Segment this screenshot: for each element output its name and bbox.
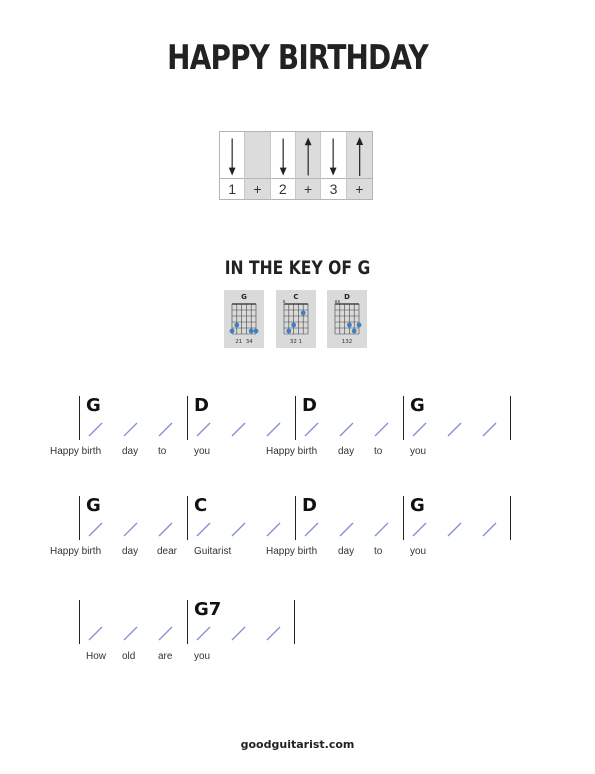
strum-slash-icon xyxy=(303,421,319,437)
chord-fingering: 21 34 xyxy=(235,339,253,345)
strum-slash-icon xyxy=(481,421,497,437)
chord-name: C xyxy=(194,495,208,516)
footer-site-name: goodguitarist.com xyxy=(240,738,355,751)
chord-diagram-name: G xyxy=(241,293,247,301)
chord-diagram-d xyxy=(327,290,367,348)
chord-diagram-name: D xyxy=(344,293,350,301)
strum-slash-icon xyxy=(157,521,173,537)
lyric: How xyxy=(86,651,107,662)
strum-pattern xyxy=(219,131,373,200)
strum-slash-icon xyxy=(411,521,427,537)
chord-fingering: 32 1 xyxy=(289,339,303,345)
measure xyxy=(187,600,295,644)
lyric: day xyxy=(122,446,139,457)
lyric: you xyxy=(194,446,211,457)
lyric: old xyxy=(122,651,136,662)
chord-diagram-g xyxy=(224,290,264,348)
strum-cell xyxy=(347,132,372,199)
muted-string-mark: xx xyxy=(334,299,341,305)
key-title: IN THE KEY OF G xyxy=(224,257,371,279)
strum-count: 3 xyxy=(321,178,345,199)
lyric: to xyxy=(374,446,383,457)
lyric: day xyxy=(122,546,139,557)
strum-slash-icon xyxy=(446,421,462,437)
strum-slash-icon xyxy=(157,625,173,641)
measure xyxy=(79,396,187,440)
down-arrow-icon xyxy=(271,132,295,179)
strum-cell xyxy=(245,132,270,199)
down-arrow-icon xyxy=(220,132,244,179)
measure xyxy=(187,396,295,440)
strum-count: 2 xyxy=(271,178,295,199)
lyric: Happy birth xyxy=(266,446,318,457)
chord-name: D xyxy=(302,395,317,416)
lyric: to xyxy=(374,546,383,557)
strum-slash-icon xyxy=(122,521,138,537)
measure xyxy=(79,600,187,644)
measure xyxy=(79,496,187,540)
strum-slash-icon xyxy=(230,625,246,641)
lyric: Happy birth xyxy=(50,546,102,557)
measure xyxy=(295,396,403,440)
strum-cell xyxy=(271,132,296,199)
lyric: dear xyxy=(157,546,178,557)
strum-slash-icon xyxy=(303,521,319,537)
chord-name: G xyxy=(86,495,101,516)
strum-slash-icon xyxy=(338,421,354,437)
strum-slash-icon xyxy=(265,521,281,537)
lyric: Guitarist xyxy=(194,546,232,557)
strum-slash-icon xyxy=(87,421,103,437)
strum-slash-icon xyxy=(87,521,103,537)
strum-slash-icon xyxy=(481,521,497,537)
strum-count: + xyxy=(347,178,372,199)
down-arrow-icon xyxy=(321,132,345,179)
measure xyxy=(295,496,403,540)
chord-name: D xyxy=(194,395,209,416)
strum-slash-icon xyxy=(195,625,211,641)
strum-slash-icon xyxy=(338,521,354,537)
strum-slash-icon xyxy=(373,421,389,437)
strum-slash-icon xyxy=(230,421,246,437)
strum-slash-icon xyxy=(446,521,462,537)
chord-name: D xyxy=(302,495,317,516)
strum-slash-icon xyxy=(87,625,103,641)
strum-count: + xyxy=(296,178,320,199)
strum-slash-icon xyxy=(265,421,281,437)
strum-slash-icon xyxy=(230,521,246,537)
lyric: day xyxy=(338,546,355,557)
chord-name: G xyxy=(410,495,425,516)
strum-slash-icon xyxy=(411,421,427,437)
strum-count: 1 xyxy=(220,178,244,199)
chord-name: G7 xyxy=(194,599,222,620)
lyric: to xyxy=(158,446,167,457)
up-arrow-icon xyxy=(296,132,320,179)
strum-slash-icon xyxy=(195,421,211,437)
chord-diagram-c xyxy=(276,290,316,348)
strum-slash-icon xyxy=(122,421,138,437)
strum-slash-icon xyxy=(195,521,211,537)
strum-cell xyxy=(296,132,321,199)
strum-slash-icon xyxy=(373,521,389,537)
chord-diagram-name: C xyxy=(293,293,299,301)
strum-cell xyxy=(321,132,346,199)
lyric: you xyxy=(194,651,211,662)
up-arrow-icon xyxy=(347,132,372,179)
lyric: you xyxy=(410,446,427,457)
measure xyxy=(403,496,511,540)
lyric: day xyxy=(338,446,355,457)
chord-fingering: 132 xyxy=(341,339,353,345)
lyric: Happy birth xyxy=(266,546,318,557)
strum-cell xyxy=(220,132,245,199)
strum-slash-icon xyxy=(157,421,173,437)
chord-name: G xyxy=(86,395,101,416)
muted-string-mark: x xyxy=(282,299,286,305)
strum-count: + xyxy=(245,178,269,199)
measure xyxy=(187,496,295,540)
lyric: you xyxy=(410,546,427,557)
chord-name: G xyxy=(410,395,425,416)
lyric: are xyxy=(158,651,173,662)
measure xyxy=(403,396,511,440)
lyric: Happy birth xyxy=(50,446,102,457)
song-title: HAPPY BIRTHDAY xyxy=(167,38,428,78)
strum-slash-icon xyxy=(122,625,138,641)
strum-slash-icon xyxy=(265,625,281,641)
